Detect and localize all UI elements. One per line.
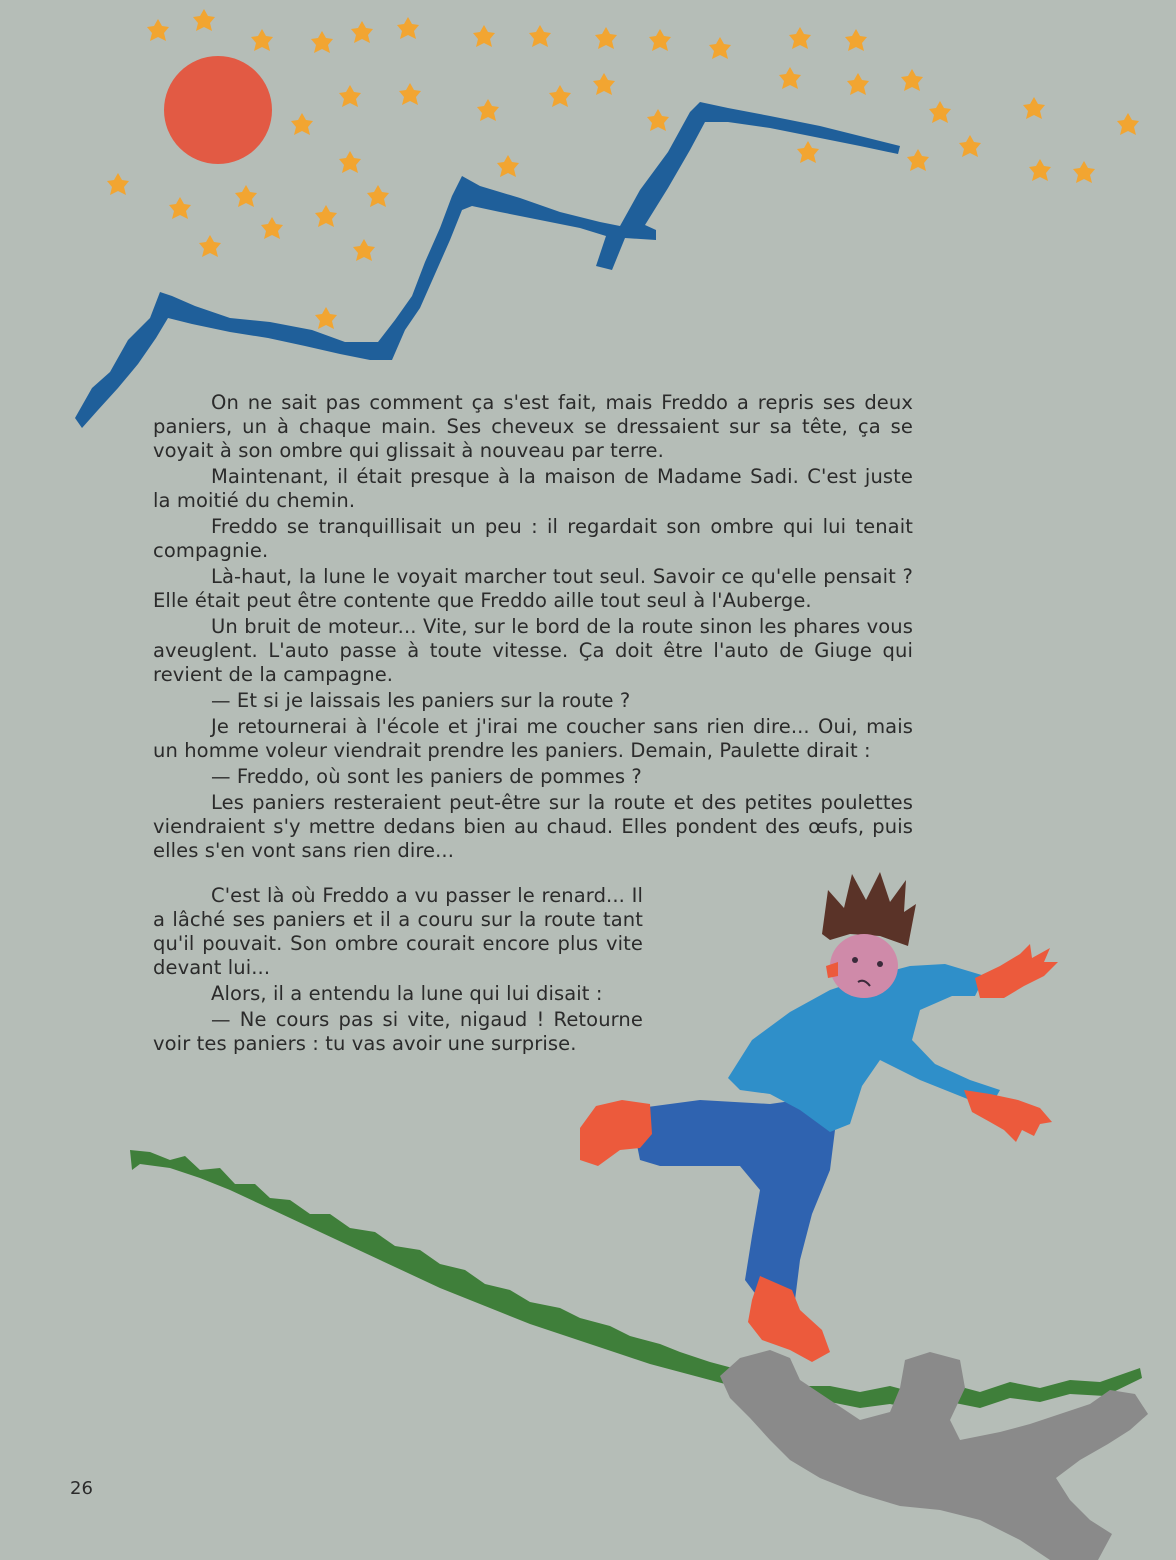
grass-strip-shape: [130, 1150, 1142, 1410]
paragraph: Je retournerai à l'école et j'irai me coucher sans rien dire... Oui, mais un homme voleur viendrait prendre les paniers. Demain, Paulette dirait :: [153, 715, 913, 762]
paragraph: C'est là où Freddo a vu passer le renard... Il a lâché ses paniers et il a couru sur la route tant qu'il pouvait. Son ombre courait encore plus vite devant lui...: [153, 884, 643, 979]
trousers-shape: [634, 1098, 835, 1300]
paragraph: Maintenant, il était presque à la maison de Madame Sadi. C'est juste la moitié du chemin.: [153, 465, 913, 512]
paragraph: Les paniers resteraient peut-être sur la route et des petites poulettes viendraient s'y mettre dedans bien au chaud. Elles pondent des œufs, puis elles s'en vont sans rien dire...: [153, 791, 913, 862]
ear-shape: [826, 962, 838, 978]
face-shape: [830, 934, 898, 998]
sun-shape: [164, 56, 272, 164]
paragraph: Là-haut, la lune le voyait marcher tout seul. Savoir ce qu'elle pensait ? Elle était peut être contente que Freddo aille tout seul à l'Auberge.: [153, 565, 913, 612]
left-hand-shape: [964, 1090, 1052, 1142]
paragraph: Alors, il a entendu la lune qui lui disait :: [211, 982, 603, 1005]
paragraph: — Et si je laissais les paniers sur la route ?: [211, 689, 631, 712]
paragraph: Freddo se tranquillisait un peu : il regardait son ombre qui lui tenait compagnie.: [153, 515, 913, 562]
front-foot-shape: [748, 1276, 830, 1362]
right-eye-shape: [877, 961, 883, 967]
story-text-block: [153, 391, 913, 865]
stars-shape: [107, 9, 1139, 329]
running-boy-figure: [580, 872, 1058, 1362]
paragraph: On ne sait pas comment ça s'est fait, mais Freddo a repris ses deux paniers, un à chaque main. Ses cheveux se dressaient sur sa tête, ça se voyait à son ombre qui glissait à nouveau par terre.: [153, 391, 913, 462]
paragraph: — Ne cours pas si vite, nigaud ! Retourne voir tes paniers : tu vas avoir une surprise.: [153, 1008, 643, 1055]
left-eye-shape: [852, 957, 858, 963]
paragraph: Un bruit de moteur... Vite, sur le bord de la route sinon les phares vous aveuglent. L'auto passe à toute vitesse. Ça doit être l'auto de Giuge qui revient de la campagne.: [153, 615, 913, 686]
right-hand-shape: [975, 944, 1058, 998]
story-text-block-narrow: [153, 884, 643, 1058]
paragraph: — Freddo, où sont les paniers de pommes ?: [211, 765, 642, 788]
page-number: 26: [70, 1478, 93, 1499]
